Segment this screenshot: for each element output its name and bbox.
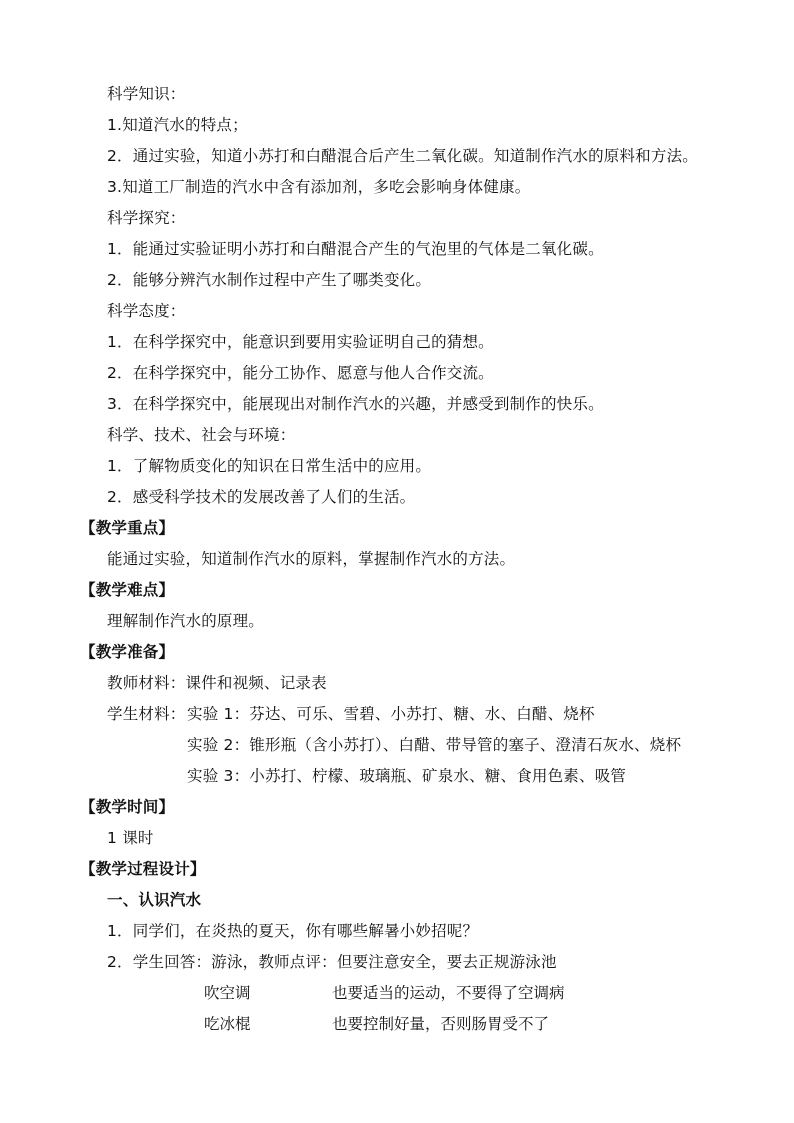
knowledge-item-2: 2．通过实验，知道小苏打和白醋混合后产生二氧化碳。知道制作汽水的原料和方法。 (107, 147, 698, 165)
difficulty-heading: 【教学难点】 (80, 581, 175, 599)
process-heading: 【教学过程设计】 (80, 860, 206, 878)
knowledge-item-1: 1.知道汽水的特点； (107, 116, 248, 134)
time-heading: 【教学时间】 (80, 798, 175, 816)
inquiry-heading: 科学探究： (107, 209, 186, 227)
process-step-1: 1．同学们，在炎热的夏天，你有哪些解暑小妙招呢？ (107, 922, 479, 940)
time-text: 1 课时 (107, 829, 154, 847)
attitude-item-1: 1．在科学探究中，能意识到要用实验证明自己的猜想。 (107, 333, 494, 351)
answer-comment-1: 也要适当的运动，不要得了空调病 (332, 984, 565, 1002)
sts-heading: 科学、技术、社会与环境： (107, 426, 296, 444)
attitude-heading: 科学态度： (107, 302, 186, 320)
sts-item-2: 2．感受科学技术的发展改善了人们的生活。 (107, 488, 416, 506)
experiment-3: 实验 3：小苏打、柠檬、玻璃瓶、矿泉水、糖、食用色素、吸管 (187, 767, 627, 785)
process-step-2: 2．学生回答：游泳，教师点评：但要注意安全，要去正规游泳池 (107, 953, 557, 971)
attitude-item-2: 2．在科学探究中，能分工协作、愿意与他人合作交流。 (107, 364, 494, 382)
experiment-2: 实验 2：锥形瓶（含小苏打）、白醋、带导管的塞子、澄清石灰水、烧杯 (187, 736, 682, 754)
inquiry-item-2: 2．能够分辨汽水制作过程中产生了哪类变化。 (107, 271, 432, 289)
section-1-title: 一、认识汽水 (107, 891, 202, 909)
key-point-text: 能通过实验，知道制作汽水的原料，掌握制作汽水的方法。 (107, 550, 516, 568)
answer-method-1: 吹空调 (204, 984, 251, 1002)
knowledge-item-3: 3.知道工厂制造的汽水中含有添加剂，多吃会影响身体健康。 (107, 178, 531, 196)
preparation-heading: 【教学准备】 (80, 643, 175, 661)
knowledge-heading: 科学知识： (107, 85, 186, 103)
answer-method-2: 吃冰棍 (204, 1015, 251, 1033)
sts-item-1: 1．了解物质变化的知识在日常生活中的应用。 (107, 457, 432, 475)
answer-comment-2: 也要控制好量，否则肠胃受不了 (332, 1015, 550, 1033)
inquiry-item-1: 1．能通过实验证明小苏打和白醋混合产生的气泡里的气体是二氧化碳。 (107, 240, 604, 258)
student-materials-label: 学生材料： (107, 705, 186, 723)
teacher-materials: 教师材料：课件和视频、记录表 (107, 674, 327, 692)
attitude-item-3: 3．在科学探究中，能展现出对制作汽水的兴趣，并感受到制作的快乐。 (107, 395, 604, 413)
difficulty-text: 理解制作汽水的原理。 (107, 612, 265, 630)
key-point-heading: 【教学重点】 (80, 519, 175, 537)
experiment-1: 实验 1：芬达、可乐、雪碧、小苏打、糖、水、白醋、烧杯 (187, 705, 595, 723)
